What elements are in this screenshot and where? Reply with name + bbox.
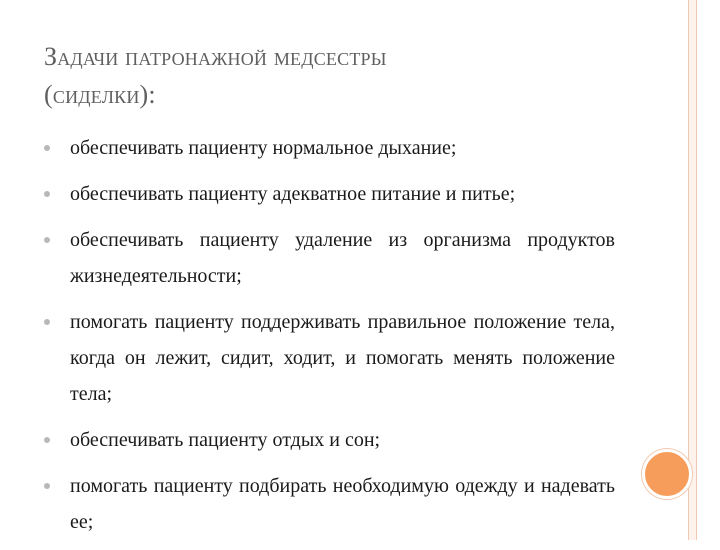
title-line-1: Задачи патронажной медсестры xyxy=(44,42,387,71)
list-item-text: обеспечивать пациенту отдых и сон; xyxy=(70,429,381,451)
list-item xyxy=(40,130,615,166)
list-item-text: обеспечивать пациенту адекватное питание и питье; xyxy=(70,183,516,205)
list-item-text: помогать пациенту подбирать необходимую одежду и надевать ее; xyxy=(70,475,615,533)
bullet-icon xyxy=(44,437,50,443)
bullet-icon xyxy=(44,319,50,325)
list-item xyxy=(40,304,615,412)
bullet-icon xyxy=(44,191,50,197)
slide-title xyxy=(44,38,604,114)
list-item-text: обеспечивать пациенту нормальное дыхание; xyxy=(70,137,457,159)
list-item xyxy=(40,422,615,458)
title-line-2: (сиделки): xyxy=(44,80,156,109)
bullet-icon xyxy=(44,483,50,489)
list-item xyxy=(40,176,615,212)
task-list xyxy=(40,130,615,550)
bullet-icon xyxy=(44,145,50,151)
list-item-text: обеспечивать пациенту удаление из организма продуктов жизнедеятельности; xyxy=(70,229,615,287)
list-item xyxy=(40,222,615,294)
decorative-circle xyxy=(642,449,692,499)
bullet-icon xyxy=(44,237,50,243)
list-item-text: помогать пациенту поддерживать правильное положение тела, когда он лежит, сидит, ходит, и помогать менять положение тела; xyxy=(70,311,615,405)
list-item xyxy=(40,468,615,540)
decorative-side-bar xyxy=(688,0,697,540)
